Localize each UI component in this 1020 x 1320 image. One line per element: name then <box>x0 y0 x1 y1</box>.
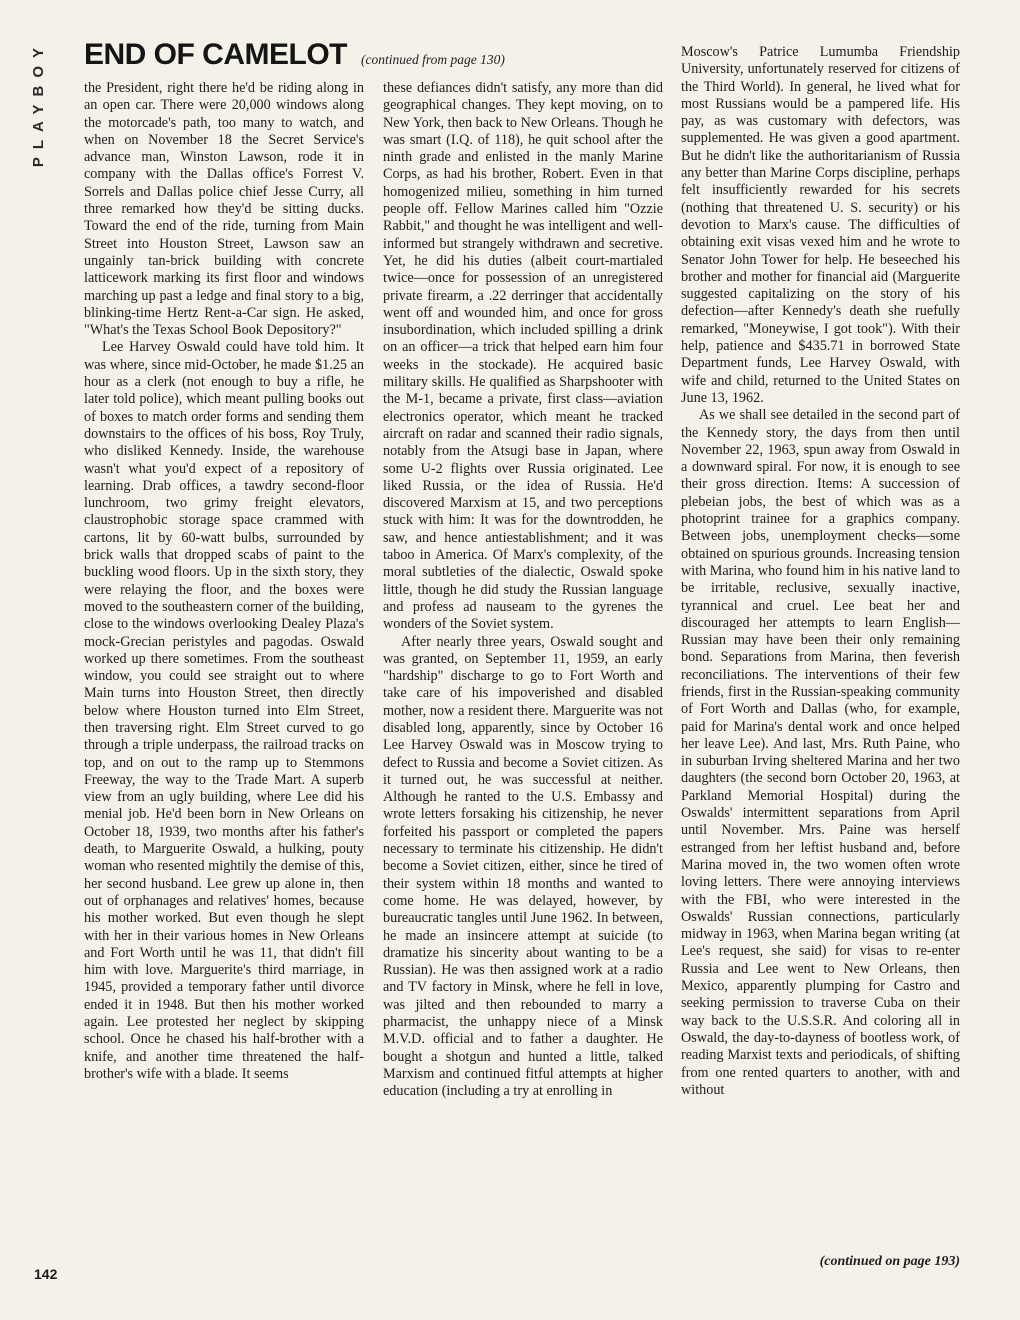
text-column-1 <box>84 80 364 1292</box>
text-column-2 <box>383 80 663 1292</box>
paragraph: Lee Harvey Oswald could have told him. It was where, since mid-October, he made $1.25 an hour as a clerk (not enough to buy a rifle, he later told police), which meant pulling books out of boxes to match order forms and sending them downstairs to the offices of his boss, Roy Truly, who disliked Kennedy. Inside, the warehouse wasn't what you'd expect of a repository of learning. Drab offices, a tawdry second-floor lunchroom, two grimy freight elevators, claustrophobic storage space crammed with cartons, lit by 60-watt bulbs, surrounded by brick walls that dropped scabs of paint to the buckling wood floors. Up in the sixth story, they were relaying the floor, and the boxes were moved to the southeastern corner of the building, close to the windows overlooking Dealey Plaza's mock-Grecian peristyles and pagodas. Oswald worked up there sometimes. From the southeast window, you could see straight out to where Main turns into Houston Street, then directly below where Houston turned into Elm Street, then traversing right. Elm Street curved to go through a triple underpass, the railroad tracks on top, and on out to the ramp up to Stemmons Freeway, the way to the Trade Mart. A superb view from an ugly building, where Lee did his menial job. He'd been born in New Orleans on October 18, 1939, two months after his father's death, to Marguerite Oswald, a hulking, pouty woman who resented mightily the demise of this, her second husband. Lee grew up alone in, then out of orphanages and relatives' homes, because his mother worked. But even though he slept with her in their various homes in New Orleans and Fort Worth until he was 11, that didn't fill him with love. Marguerite's third marriage, in 1945, provided a temporary father until divorce ended it in 1948. But then his mother worked again. Lee protested her neglect by skipping school. Once he chased his half-brother with a knife, and another time threatened the half-brother's wife with a blade. It seems <box>84 339 364 1082</box>
article-header <box>84 38 524 78</box>
paragraph: Moscow's Patrice Lumumba Friendship University, unfortunately reserved for citizens of the Third World). In general, he lived what for most Russians would be a pampered life. His pay, as was customary with defectors, was supplemented. He was given a good apartment. But he didn't like the authoritarianism of Russia any better than Marine Corps discipline, perhaps felt insufficiently rewarded for his secrets (nothing that threatened U. S. security) or his devotion to Marx's cause. The difficulties of obtaining exit visas vexed him and he wrote to Senator John Tower for help. He beseeched his brother and mother for financial aid (Marguerite suggested capitalizing on the story of his defection—after Kennedy's death she ruefully remarked, "Moneywise, I got took"). With their help, patience and $435.71 in borrowed State Department funds, Lee Harvey Oswald, with wife and child, returned to the United States on June 13, 1962. <box>681 44 960 406</box>
masthead: PLAYBOY <box>30 40 47 168</box>
article-title: END OF CAMELOT <box>84 38 347 71</box>
paragraph: As we shall see detailed in the second part of the Kennedy story, the days from then until November 22, 1963, spun away from Oswald in a downward spiral. For now, it is enough to see their gross direction. Items: A succession of plebeian jobs, the best of which was as a photoprint trainee for a graphics company. Between jobs, unemployment checks—some obtained on spurious grounds. Increasing tension with Marina, who found him in his native land to be irritable, reclusive, sexually inactive, tyrannical and cruel. Lee beat her and discouraged her attempts to learn English—Russian may have been their only remaining bond. Separations from Marina, then feverish reconciliations. The interventions of their few friends, first in the Russian-speaking community of Fort Worth and Dallas (who, for example, paid for Marina's dental work and once helped her leave Lee). And last, Mrs. Ruth Paine, who in suburban Irving sheltered Marina and her two daughters (the second born October 20, 1963, at Parkland Memorial Hospital) during the Oswalds' intermittent separations from April until November. Mrs. Paine was herself estranged from her leftist husband and, before Marina moved in, the two women often wrote loving letters. There were annoying interviews with the FBI, who were interested in the Oswalds' Russian connections, particularly midway in 1963, when Marina began writing (at Lee's request, she said) for visas to re-enter Russia and Lee went to New Orleans, then Mexico, apparently plumping for Castro and seeking permission to traverse Cuba on their way back to the U.S.S.R. And coloring all in Oswald, the day-to-dayness of bootless work, of reading Marxist texts and periodicals, of shifting from one rented quarters to another, with and without <box>681 407 960 1098</box>
paragraph: the President, right there he'd be riding along in an open car. There were 20,000 windows along the motorcade's path, too many to watch, and when on November 18 the Secret Service's advance man, Winston Lawson, rode it in company with the Dallas office's Forrest V. Sorrels and Dallas police chief Jesse Curry, all three remarked how they'd be sitting ducks. Toward the end of the ride, turning from Main Street into Houston Street, Lawson saw an ungainly tan-brick building with concrete latticework marking its first floor and windows marching up past a ledge and final story to a big, blinking-time Hertz Rent-a-Car sign. He asked, "What's the Texas School Book Depository?" <box>84 80 364 339</box>
text-column-3 <box>681 44 960 1256</box>
page-number: 142 <box>34 1266 58 1282</box>
continued-from-note: (continued from page 130) <box>361 52 505 67</box>
paragraph: these defiances didn't satisfy, any more than did geographical changes. They kept moving, on to New York, then back to New Orleans. Though he was smart (I.Q. of 118), he quit school after the ninth grade and enlisted in the manly Marine Corps, as had his brother, Robert. Even in that homogenized milieu, something in him turned people off. Fellow Marines called him "Ozzie Rabbit," and thought he was intelligent and well-informed but strangely withdrawn and secretive. Yet, he did his duties (albeit court-martialed twice—once for possession of an unregistered private firearm, a .22 derringer that accidentally went off and wounded him, and once for gross insubordination, which included spilling a drink on an officer—a trick that helped earn him four weeks in the stockade). He acquired basic military skills. He qualified as Sharpshooter with the M-1, became a private, first class—aviation electronics operator, which meant he tracked aircraft on radar and scanned their radio signals, notably from the Atsugi base in Japan, where some U-2 flights over Russia originated. Lee liked Russia, or the idea of Russia. He'd discovered Marxism at 15, and two perceptions stuck with him: It was for the downtrodden, he saw, and hence antiestablishment; and it was taboo in America. Of Marx's complexity, of the moral subtleties of the dialectic, Oswald spoke little, though he did study the Russian language and profess ad nauseam to the gyrenes the wonders of the Soviet system. <box>383 80 663 633</box>
paragraph: After nearly three years, Oswald sought and was granted, on September 11, 1959, an early "hardship" discharge to go to Fort Worth and take care of his impoverished and disabled mother, now a resident there. Marguerite was not disabled long, apparently, since by October 16 Lee Harvey Oswald was in Moscow trying to defect to Russia and become a Soviet citizen. As it turned out, he was successful at neither. Although he ranted to the U.S. Embassy and wrote letters forsaking his citizenship, he never forfeited his passport or completed the papers necessary to terminate his citizenship. He didn't become a Soviet citizen, either, since he tired of their system within 18 months and wanted to come home. He was delayed, however, by bureaucratic tangles until June 1962. In between, he made an insincere attempt at suicide (to dramatize his sincerity about wanting to be a Russian). He was then assigned work at a radio and TV factory in Minsk, where he fell in love, was jilted and then rebounded to marry a pharmacist, the unhappy niece of a Minsk M.V.D. official and to father a daughter. He bought a shotgun and hunted a little, talked Marxism and continued fitful attempts at higher education (including a try at enrolling in <box>383 633 663 1100</box>
continued-on-note: (continued on page 193) <box>819 1254 960 1269</box>
